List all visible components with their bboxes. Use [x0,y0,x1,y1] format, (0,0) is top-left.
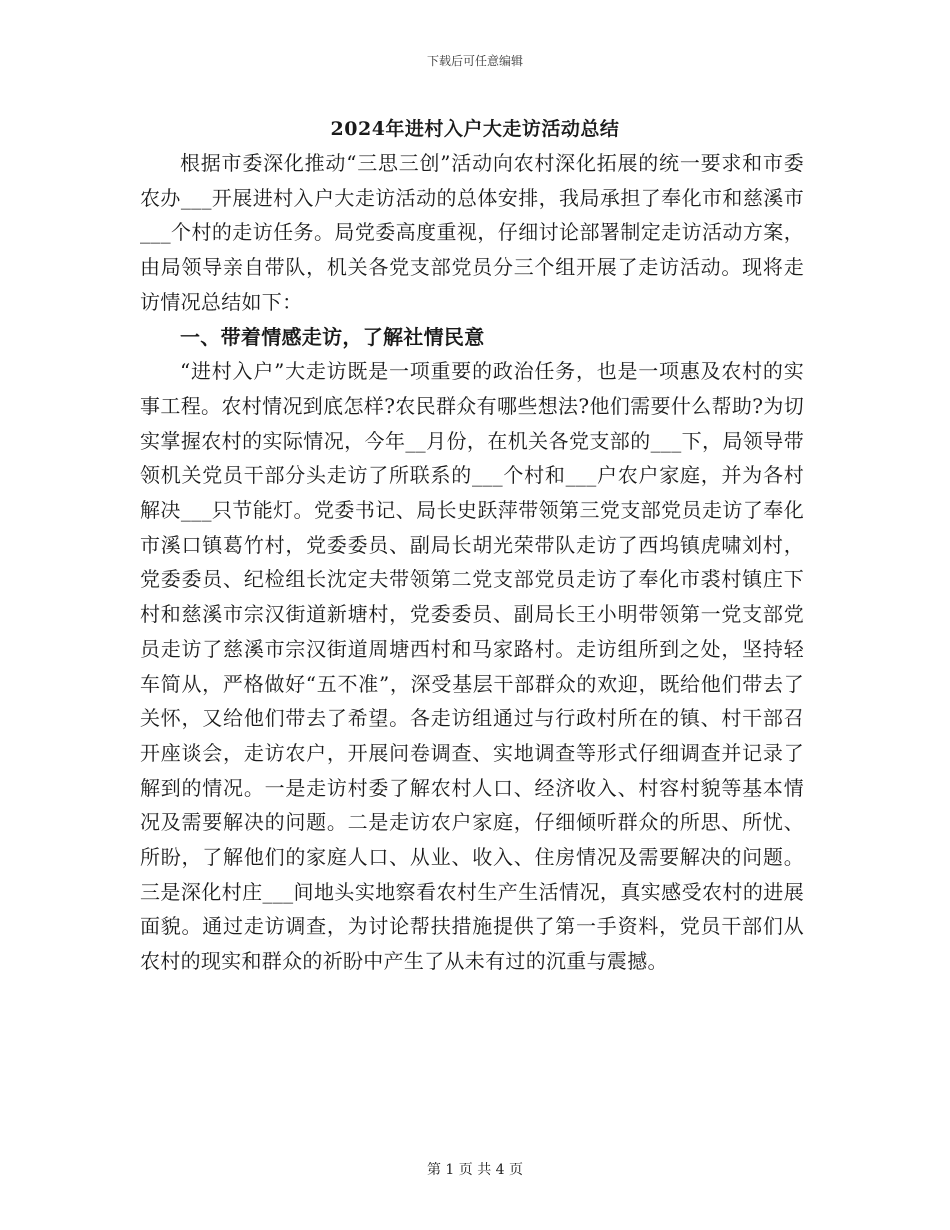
intro-paragraph: 根据市委深化推动“三思三创”活动向农村深化拓展的统一要求和市委农办___开展进村入户大走访活动的总体安排，我局承担了奉化市和慈溪市___个村的走访任务。局党委高度重视，仔细讨论部署制定走访活动方案，由局领导亲自带队，机关各党支部党员分三个组开展了走访活动。现将走访情况总结如下： [140,151,804,314]
section-heading: 一、带着情感走访，了解社情民意 [180,324,485,349]
page-footer: 第 1 页 共 4 页 [426,1162,524,1178]
body-paragraph: “进村入户”大走访既是一项重要的政治任务，也是一项惠及农村的实事工程。农村情况到底怎样?农民群众有哪些想法?他们需要什么帮助?为切实掌握农村的实际情况，今年__月份，在机关各党支部的___下，局领导带领机关党员干部分头走访了所联系的___个村和___户农户家庭，并为各村解决___只节能灯。党委书记、局长史跃萍带领第三党支部党员走访了奉化市溪口镇葛竹村，党委委员、副局长胡光荣带队走访了西坞镇虎啸刘村，党委委员、纪检组长沈定夫带领第二党支部党员走访了奉化市裘村镇庄下村和慈溪市宗汉街道新塘村，党委委员、副局长王小明带领第一党支部党员走访了慈溪市宗汉街道周塘西村和马家路村。走访组所到之处，坚持轻车简从，严格做好“五不准”，深受基层干部群众的欢迎，既给他们带去了关怀，又给他们带去了希望。各走访组通过与行政村所在的镇、村干部召开座谈会，走访农户，开展问卷调查、实地调查等形式仔细调查并记录了解到的情况。一是走访村委了解农村人口、经济收入、村容村貌等基本情况及需要解决的问题。二是走访农户家庭，仔细倾听群众的所思、所忧、所盼，了解他们的家庭人口、从业、收入、住房情况及需要解决的问题。三是深化村庄___间地头实地察看农村生产生活情况，真实感受农村的进展面貌。通过走访调查，为讨论帮扶措施提供了第一手资料，党员干部们从农村的现实和群众的祈盼中产生了从未有过的沉重与震撼。 [140,359,804,974]
document-body [140,146,804,979]
page-header: 下载后可任意编辑 [426,54,523,68]
document-title: 2024年进村入户大走访活动总结 [330,118,620,140]
